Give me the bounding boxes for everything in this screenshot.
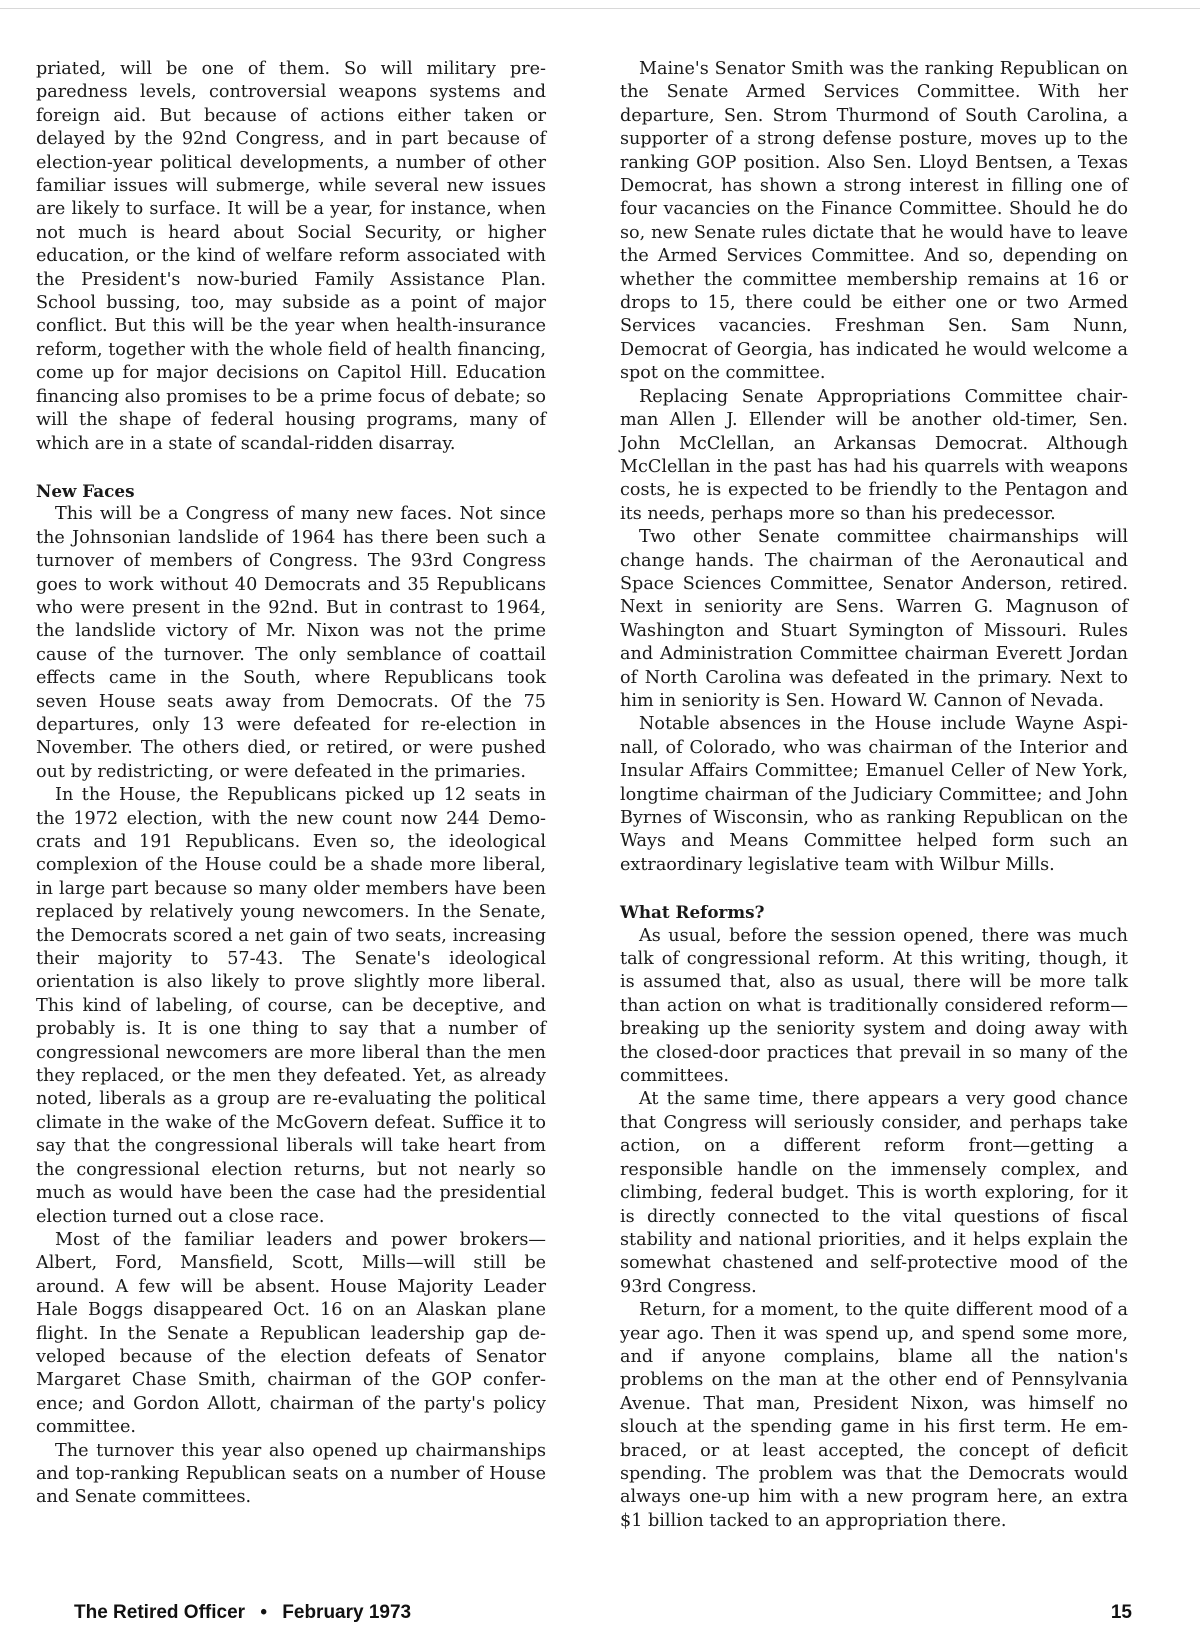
bullet-separator: • — [260, 1602, 267, 1623]
body-paragraph: As usual, before the session opened, there was much talk of congressional reform. At this writing, though, it is assumed that, also as usual, there will be more talk than action on what is traditionally considered reform—breaking up the seniority system and doing away with the closed-door practices that prevail in so many of the committees. — [620, 925, 1128, 1087]
right-column — [620, 58, 1128, 1533]
body-paragraph: Replacing Senate Appropriations Committee chairman Allen J. Ellender will be another old-timer, Sen. John McClellan, an Arkansas Democrat. Although McClellan in the past has had his quarrels with weapons costs, he is expected to be friendly to the Pentagon and its needs, perhaps more so than his predecessor. — [620, 386, 1128, 524]
body-paragraph: This will be a Congress of many new faces. Not since the Johnsonian landslide of 1964 has there been such a turnover of members of Congress. The 93rd Congress goes to work without 40 Democrats and 35 Republicans who were present in the 92nd. But in contrast to 1964, the landslide victory of Mr. Nixon was not the prime cause of the turnover. The only semblance of coattail effects came in the South, where Republicans took seven House seats away from Democrats. Of the 75 departures, only 13 were defeated for re-election in November. The others died, or retired, or were pushed out by redistricting, or were defeated in the primaries. — [36, 504, 546, 782]
body-paragraph: Return, for a moment, to the quite different mood of a year ago. Then it was spend up, and spend some more, and if anyone complains, blame all the nation's problems on the man at the other end of Pennsylvania Avenue. That man, President Nixon, was himself no slouch at the spending game in his first term. He embraced, or at least accepted, the concept of deficit spending. The problem was that the Democrats would always one-up him with a new program here, an extra $1 billion tacked to an appropriation there. — [620, 1300, 1128, 1531]
body-paragraph: Notable absences in the House include Wayne Aspinall, of Colorado, who was chairman of the Interior and Insular Affairs Committee; Emanuel Celler of New York, longtime chairman of the Judiciary Committee; and John Byrnes of Wisconsin, who as ranking Republican on the Ways and Means Committee helped form such an extraordinary legislative team with Wilbur Mills. — [620, 714, 1128, 875]
section-heading-new-faces: New Faces — [36, 480, 135, 501]
page-number: 15 — [1110, 1602, 1132, 1623]
body-paragraph: The turnover this year also opened up chairmanships and top-ranking Republican seats on a number of House and Senate committees. — [36, 1440, 546, 1508]
section-heading-what-reforms: What Reforms? — [620, 902, 765, 923]
body-paragraph: Two other Senate committee chairmanships will change hands. The chairman of the Aeronautical and Space Sciences Committee, Senator Anderson, retired. Next in seniority are Sens. Warren G. Magnuson of Washington and Stuart Symington of Missouri. Rules and Administration Committee chairman Everett Jordan of North Carolina was defeated in the primary. Next to him in seniority is Sen. Howard W. Cannon of Nevada. — [620, 527, 1128, 711]
footer-publication-line — [74, 1602, 411, 1624]
left-column — [36, 58, 546, 1510]
top-edge-rule — [0, 8, 1200, 9]
body-paragraph: At the same time, there appears a very good chance that Congress will seriously consider, and perhaps take action, on a different reform front—getting a responsible handle on the immensely complex, and climbing, federal budget. This is worth exploring, for it is directly connected to the vital questions of fiscal stability and national priorities, and it helps explain the somewhat chastened and self-protective mood of the 93rd Congress. — [620, 1089, 1128, 1297]
publication-name: The Retired Officer — [74, 1602, 246, 1623]
body-paragraph: Maine's Senator Smith was the ranking Republican on the Senate Armed Services Committee. With her departure, Sen. Strom Thurmond of South Carolina, a supporter of a strong defense posture, moves up to the ranking GOP position. Also Sen. Lloyd Bentsen, a Texas Democrat, has shown a strong interest in filling one of four vacancies on the Finance Committee. Should he do so, new Senate rules dictate that he would have to leave the Armed Services Committee. And so, depending on whether the committee membership remains at 16 or drops to 15, there could be either one or two Armed Services vacancies. Freshman Sen. Sam Nunn, Democrat of Georgia, has indicated he would welcome a spot on the committee. — [620, 59, 1128, 384]
body-paragraph: Most of the familiar leaders and power brokers—Albert, Ford, Mansfield, Scott, Mills—will still be around. A few will be absent. House Majority Leader Hale Boggs disappeared Oct. 16 on an Alaskan plane flight. In the Senate a Republican leadership gap developed because of the election defeats of Senator Margaret Chase Smith, chairman of the GOP conference; and Gordon Allott, chairman of the party's policy committee. — [36, 1229, 546, 1438]
intro-paragraph: priated, will be one of them. So will military preparedness levels, controversial weapons systems and foreign aid. But because of actions either taken or delayed by the 92nd Congress, and in part because of election-year political developments, a number of other familiar issues will submerge, while several new issues are likely to surface. It will be a year, for instance, when not much is heard about Social Security, or higher education, or the kind of welfare reform associated with the President's now-buried Family Assistance Plan. School bussing, too, may subside as a point of major conflict. But this will be the year when health-insurance reform, together with the whole field of health financing, come up for major decisions on Capitol Hill. Education financing also promises to be a prime focus of debate; so will the shape of federal housing programs, many of which are in a state of scandal-ridden disarray. — [36, 59, 546, 454]
issue-date: February 1973 — [282, 1602, 412, 1623]
body-paragraph: In the House, the Republicans picked up 12 seats in the 1972 election, with the new count now 244 Democrats and 191 Republicans. Even so, the ideological complexion of the House could be a shade more liberal, in large part because so many older members have been replaced by relatively young newcomers. In the Senate, the Democrats scored a net gain of two seats, increasing their majority to 57-43. The Senate's ideological orientation is also likely to prove slightly more liberal. This kind of labeling, of course, can be deceptive, and probably is. It is one thing to say that a number of congressional newcomers are more liberal than the men they replaced, or the men they defeated. Yet, as already noted, liberals as a group are re-evaluating the political climate in the wake of the McGovern defeat. Suffice it to say that the congressional liberals will take heart from the congressional election returns, but not nearly so much as would have been the case had the presidential election turned out a close race. — [36, 785, 546, 1227]
